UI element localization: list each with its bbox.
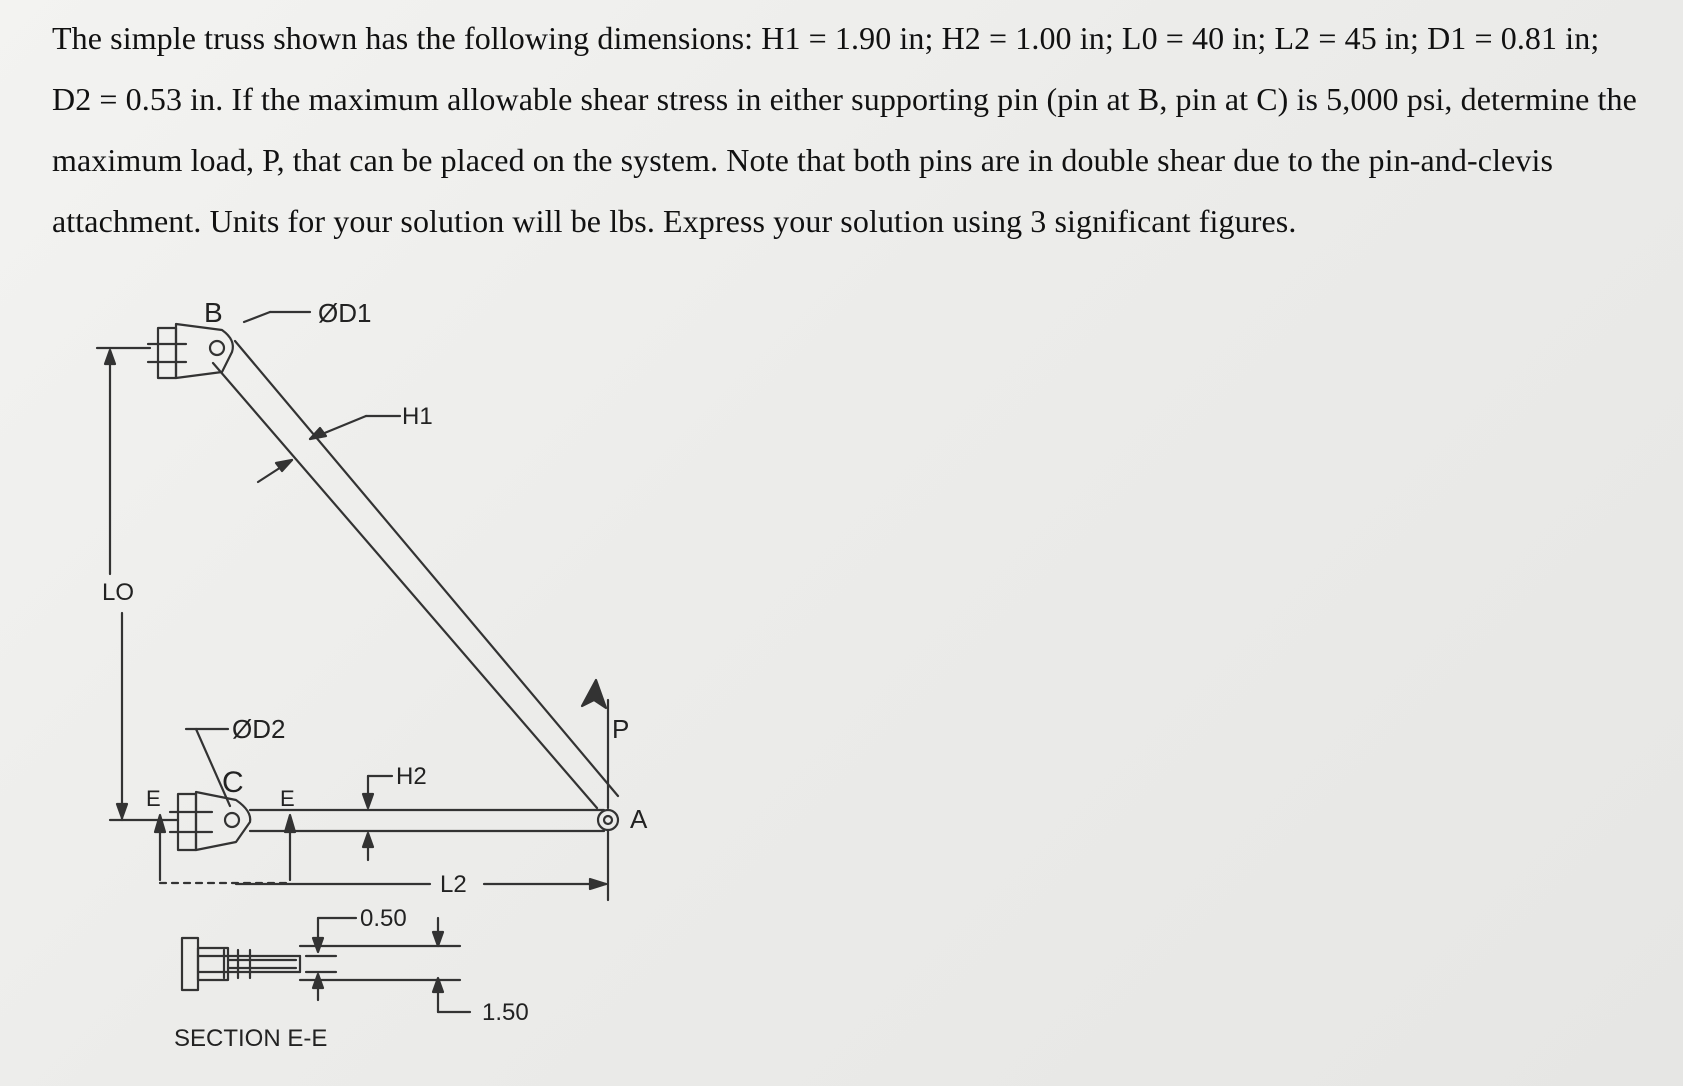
l2-dimension [236, 879, 606, 889]
pin-b [210, 341, 224, 355]
label-h1: H1 [402, 403, 433, 430]
label-050: 0.50 [360, 905, 407, 932]
horizontal-member [110, 810, 604, 831]
label-c: C [222, 766, 244, 799]
label-d2: ØD2 [232, 714, 286, 744]
label-150: 1.50 [482, 999, 529, 1026]
pin-a [598, 810, 618, 830]
problem-statement: The simple truss shown has the following dimensions: H1 = 1.90 in; H2 = 1.00 in; L0 = 40 in; L2 = 45 in; D1 = 0.81 in; D2 = 0.53 in. If the maximum allowable shear stress in either supporting pin (pin at B, pin at C) is 5,000 psi, determine the maximum load, P, that can be placed on the system. Note that both pins are in double shear due to the pin-and-clevis attachment. Units for your solution will be lbs. Express your solution using 3 significant figures. [52, 20, 1637, 239]
d1-leader [244, 312, 270, 322]
label-l2: L2 [440, 871, 467, 898]
dim-050 [306, 918, 356, 1000]
label-p: P [612, 714, 630, 744]
section-cut-markers [155, 815, 295, 883]
label-h2: H2 [396, 763, 427, 790]
h2-dimension [363, 776, 392, 860]
label-e-left: E [146, 786, 161, 811]
label-l0: LO [102, 579, 135, 606]
label-b: B [204, 297, 223, 328]
label-d1: ØD1 [318, 298, 372, 328]
dim-150 [300, 918, 470, 1012]
pin-c [225, 813, 239, 827]
label-e-right: E [280, 786, 295, 811]
label-a: A [630, 804, 648, 834]
label-section: SECTION E-E [174, 1025, 328, 1052]
load-p-arrow [582, 680, 608, 808]
section-ee-view [182, 938, 300, 990]
h1-dimension [258, 416, 400, 482]
